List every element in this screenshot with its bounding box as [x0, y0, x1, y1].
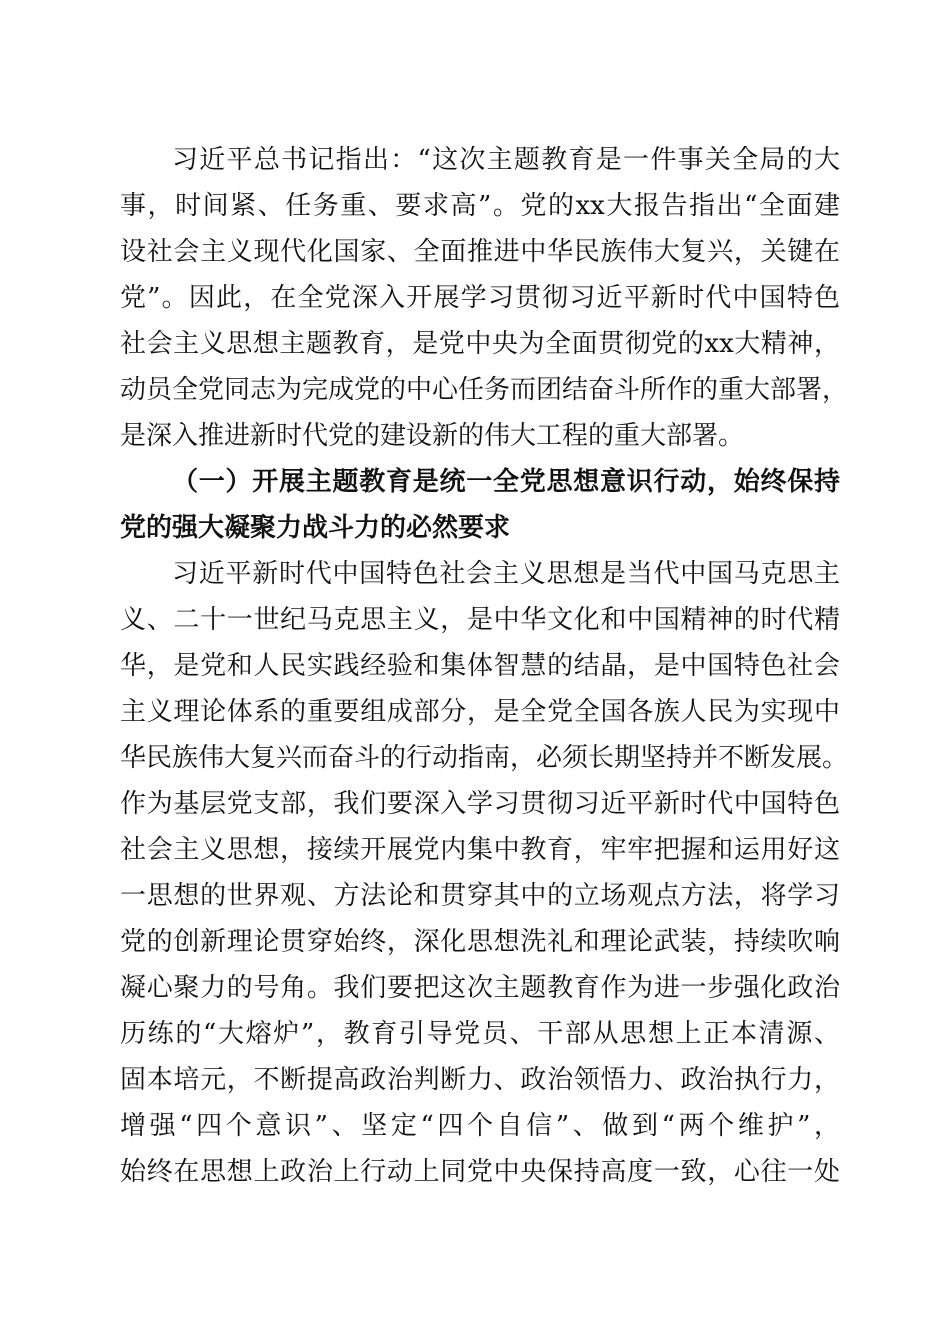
intro-line-3: 设社会主义现代化国家、全面推进中华民族伟大复兴，关键在	[120, 237, 840, 267]
intro-line-4: 党”。因此，在全党深入开展学习贯彻习近平新时代中国特色	[120, 283, 840, 313]
body-line-10: 凝心聚力的号角。我们要把这次主题教育作为进一步强化政治	[120, 973, 840, 1003]
heading-line-1: （一）开展主题教育是统一全党思想意识行动，始终保持	[172, 467, 840, 497]
body-line-12: 固本培元，不断提高政治判断力、政治领悟力、政治执行力，	[120, 1065, 840, 1095]
body-line-6: 作为基层党支部，我们要深入学习贯彻习近平新时代中国特色	[120, 789, 840, 819]
intro-line-7: 是深入推进新时代党的建设新的伟大工程的重大部署。	[120, 421, 745, 451]
body-line-11: 历练的“大熔炉”，教育引导党员、干部从思想上正本清源、	[120, 1019, 840, 1049]
body-line-3: 华，是党和人民实践经验和集体智慧的结晶，是中国特色社会	[120, 651, 840, 681]
intro-line-6: 动员全党同志为完成党的中心任务而团结奋斗所作的重大部署，	[120, 375, 849, 405]
body-line-13: 增强“四个意识”、坚定“四个自信”、做到“两个维护”，	[120, 1111, 840, 1141]
body-line-9: 党的创新理论贯穿始终，深化思想洗礼和理论武装，持续吹响	[120, 927, 840, 957]
body-line-1: 习近平新时代中国特色社会主义思想是当代中国马克思主	[172, 559, 840, 589]
body-line-8: 一思想的世界观、方法论和贯穿其中的立场观点方法，将学习	[120, 881, 840, 911]
body-line-14: 始终在思想上政治上行动上同党中央保持高度一致，心往一处	[120, 1157, 840, 1187]
body-line-5: 华民族伟大复兴而奋斗的行动指南，必须长期坚持并不断发展。	[120, 743, 849, 773]
heading-line-2: 党的强大凝聚力战斗力的必然要求	[120, 513, 511, 543]
intro-line-1: 习近平总书记指出：“这次主题教育是一件事关全局的大	[172, 145, 840, 175]
intro-line-2: 事，时间紧、任务重、要求高”。党的xx大报告指出“全面建	[120, 191, 840, 221]
body-line-4: 主义理论体系的重要组成部分，是全党全国各族人民为实现中	[120, 697, 840, 727]
intro-line-5: 社会主义思想主题教育，是党中央为全面贯彻党的xx大精神，	[120, 329, 840, 359]
body-line-7: 社会主义思想，接续开展党内集中教育，牢牢把握和运用好这	[120, 835, 840, 865]
body-line-2: 义、二十一世纪马克思主义，是中华文化和中国精神的时代精	[120, 605, 840, 635]
